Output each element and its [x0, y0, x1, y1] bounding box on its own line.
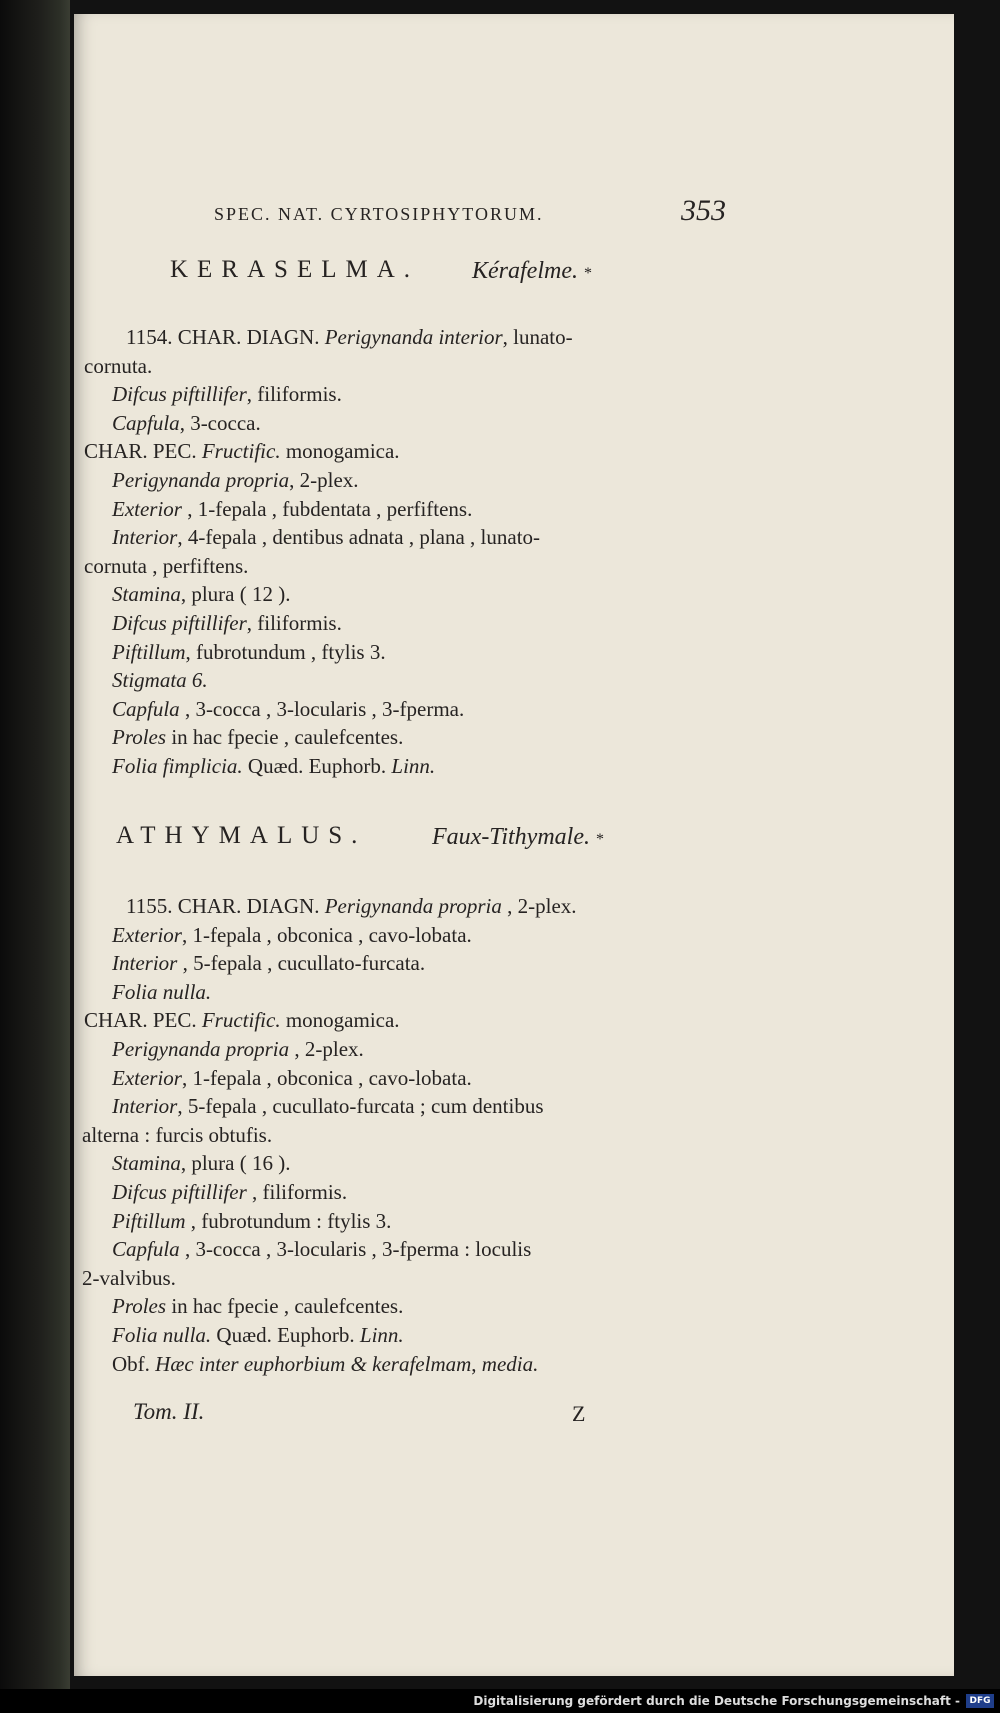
text-run: , fubrotundum , ftylis 3. [185, 639, 386, 664]
italic-term: Exterior [112, 922, 182, 947]
text-line [112, 1093, 544, 1119]
text-line [82, 1265, 176, 1291]
italic-term: Stamina [112, 582, 181, 607]
text-line [82, 1122, 272, 1148]
text-line [112, 1351, 538, 1377]
text-line [112, 1036, 364, 1062]
text-run: , 2-plex. [289, 1037, 364, 1061]
italic-term: media. [481, 1351, 539, 1376]
text-line [112, 581, 290, 607]
dfg-logo-icon: DFG [966, 1694, 994, 1708]
text-run: , 3-cocca , 3-locularis , 3-fperma. [179, 696, 465, 721]
italic-term: Proles [112, 1294, 167, 1319]
text-run: , 2-plex. [501, 894, 577, 918]
text-run: , 3-cocca , 3-locularis , 3-fperma : loculis [179, 1237, 532, 1262]
text-run: , 3-cocca. [179, 410, 261, 435]
digitization-credit: Digitalisierung gefördert durch die Deutsche Forschungsgemeinschaft - [473, 1694, 960, 1708]
text-line [112, 1236, 531, 1262]
text-run: monogamica. [280, 1008, 400, 1033]
page-number: 353 [681, 194, 726, 227]
text-line [112, 639, 386, 665]
text-run: , 1-fepala , obconica , cavo-lobata. [181, 922, 472, 947]
italic-term: Interior [112, 525, 178, 550]
text-line [112, 979, 211, 1005]
text-run: in hac fpecie , caulefcentes. [166, 1294, 404, 1319]
text-line [112, 610, 342, 636]
text-line [112, 410, 261, 436]
italic-term: Interior [112, 1094, 178, 1119]
italic-term: Hæc inter euphorbium & kerafelmam [155, 1351, 472, 1376]
text-line [112, 696, 464, 722]
text-line [126, 893, 577, 919]
text-run: monogamica. [280, 439, 400, 464]
text-run: , [471, 1351, 482, 1376]
italic-term: Folia nulla. [112, 979, 212, 1004]
book-spine-edge [0, 0, 70, 1690]
italic-term: Perigynanda propria [112, 468, 290, 492]
italic-term: Piftillum [112, 1208, 186, 1233]
text-run: , 1-fepala , fubdentata , perfiftens. [181, 496, 473, 521]
text-run: 2-valvibus. [82, 1265, 176, 1290]
text-line [112, 1150, 290, 1176]
digitization-footer [0, 1689, 1000, 1713]
text-run: , 5-fepala , cucullato-furcata ; cum dentibus [177, 1094, 544, 1119]
running-head: SPEC. NAT. CYRTOSIPHYTORUM. [214, 204, 544, 224]
italic-term: Exterior [112, 496, 182, 521]
italic-term: Piftillum [112, 639, 186, 664]
text-run: alterna : furcis obtufis. [82, 1122, 273, 1147]
italic-term: Fructific. [201, 439, 281, 464]
text-line [112, 667, 208, 693]
italic-term: Stamina [112, 1151, 181, 1176]
page-text-area [74, 14, 954, 1676]
text-line [112, 1065, 472, 1091]
text-run: Obf. [112, 1351, 156, 1376]
text-line [112, 724, 403, 750]
text-run: , filiformis. [246, 382, 342, 407]
text-run: cornuta , perfiftens. [84, 553, 249, 578]
italic-term: Fructific. [201, 1008, 281, 1033]
text-line [84, 353, 152, 379]
italic-term: Linn. [391, 754, 436, 778]
italic-term: Exterior [112, 1065, 182, 1090]
text-run: cornuta. [84, 353, 153, 378]
genus-title-athymalus: ATHYMALUS. [116, 822, 367, 849]
italic-term: Perigynanda propria [324, 894, 502, 918]
text-line [112, 1322, 404, 1348]
text-run: , fubrotundum : ftylis 3. [185, 1208, 392, 1233]
text-line [112, 1208, 391, 1234]
text-run: , 5-fepala , cucullato-furcata. [177, 951, 426, 976]
text-run: 1154. CHAR. DIAGN. [126, 325, 325, 349]
text-run: , 1-fepala , obconica , cavo-lobata. [181, 1065, 472, 1090]
italic-term: Stigmata 6. [112, 668, 208, 693]
text-run: 1155. CHAR. DIAGN. [126, 894, 325, 918]
italic-term: Folia fimplicia. [112, 754, 243, 778]
italic-term: Capfula [112, 696, 180, 721]
italic-term: Folia nulla. [112, 1323, 212, 1347]
text-line [112, 1293, 403, 1319]
text-run: , 2-plex. [289, 468, 359, 492]
text-run: CHAR. PEC. [84, 1008, 202, 1033]
text-line [84, 1007, 400, 1033]
text-line [126, 324, 573, 350]
text-line [112, 922, 472, 948]
text-run: Quæd. Euphorb. [211, 1323, 360, 1347]
italic-term: Interior [112, 951, 178, 976]
genus-french-name-keraselme: Kérafelme. * [472, 258, 592, 284]
genus-title-keraselma: KERASELMA. [170, 256, 420, 283]
text-run: , 4-fepala , dentibus adnata , plana , lunato- [177, 525, 541, 550]
signature-letter: Z [572, 1401, 586, 1426]
text-run: , lunato- [502, 325, 573, 349]
text-line [112, 950, 425, 976]
text-run: CHAR. PEC. [84, 439, 202, 464]
text-line [84, 438, 400, 464]
italic-term: Capfula [112, 1237, 180, 1262]
genus-french-name-faux-tithymale: Faux-Tithymale. * [432, 824, 604, 850]
text-line [112, 753, 435, 779]
text-run: , filiformis. [246, 611, 342, 635]
italic-term: Proles [112, 725, 167, 750]
italic-term: Difcus piftillifer [112, 1180, 247, 1204]
book-page [74, 14, 954, 1676]
text-line [112, 496, 472, 522]
text-line [112, 381, 342, 407]
text-run: Quæd. Euphorb. [242, 754, 392, 778]
italic-term: Capfula [112, 410, 180, 435]
text-run: , plura ( 16 ). [180, 1151, 291, 1176]
italic-term: Difcus piftillifer [112, 611, 247, 635]
text-line [84, 553, 248, 579]
italic-term: Perigynanda interior [324, 325, 503, 349]
text-line [112, 524, 540, 550]
text-run: in hac fpecie , caulefcentes. [166, 725, 404, 750]
text-run: , filiformis. [246, 1180, 348, 1204]
text-run: , plura ( 12 ). [180, 582, 291, 607]
signature-tome: Tom. II. [133, 1399, 205, 1424]
italic-term: Linn. [359, 1323, 404, 1347]
italic-term: Perigynanda propria [112, 1037, 290, 1061]
italic-term: Difcus piftillifer [112, 382, 247, 407]
text-line [112, 1179, 347, 1205]
text-line [112, 467, 359, 493]
